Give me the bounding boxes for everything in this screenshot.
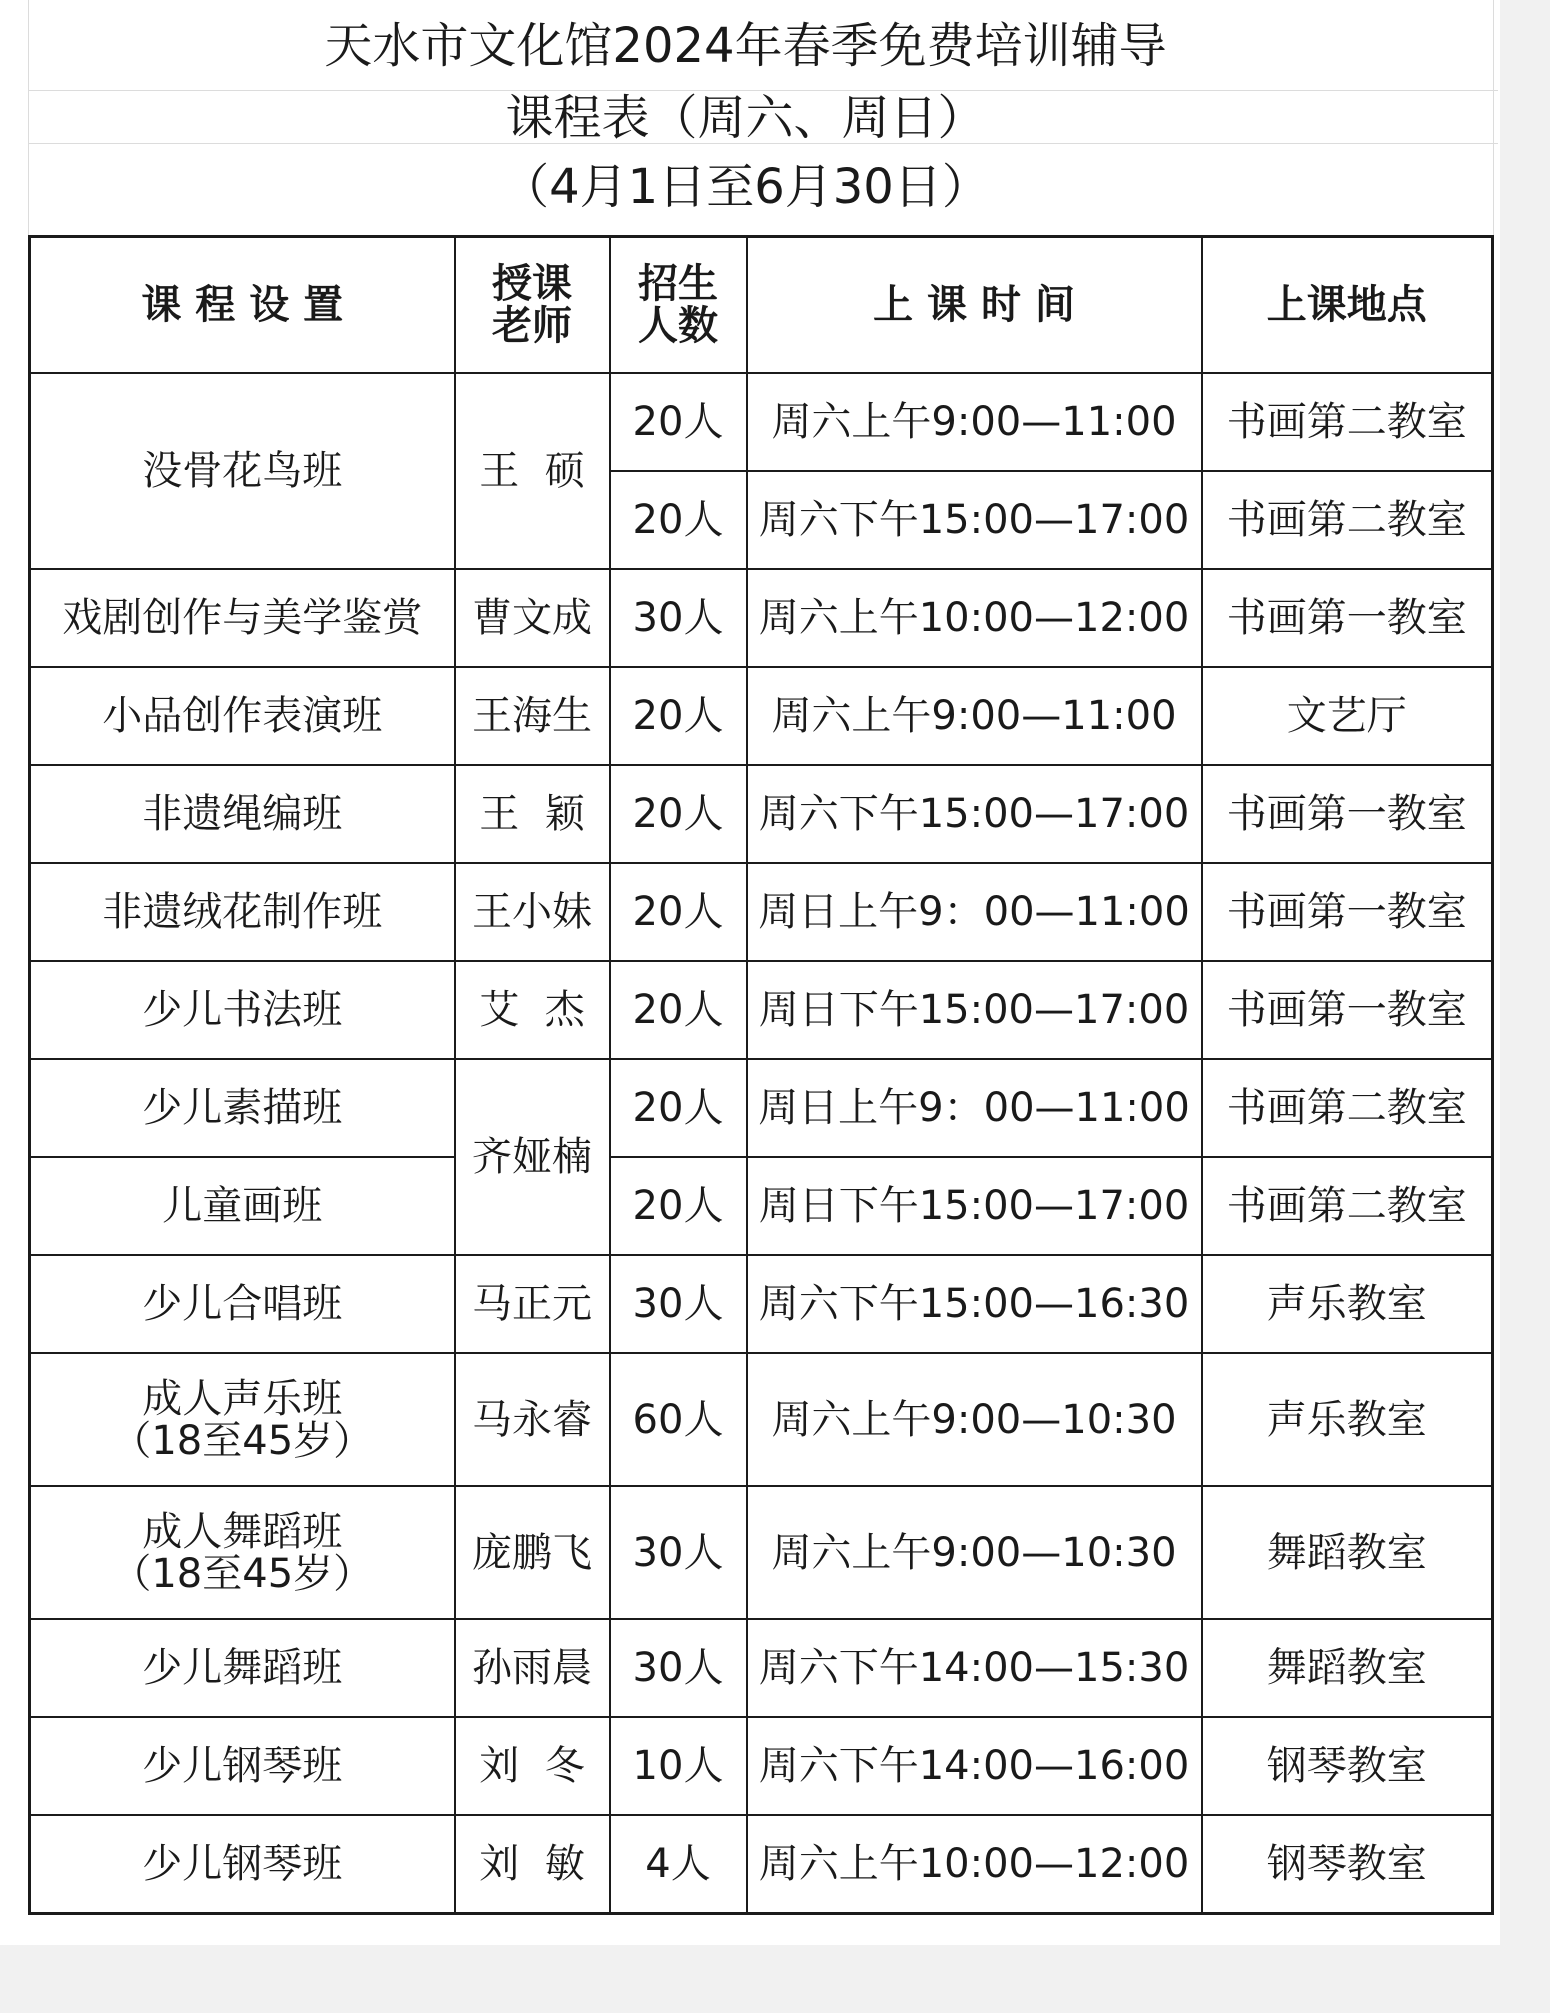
teacher-cell: 庞鹏飞 <box>455 1486 610 1619</box>
teacher-cell: 艾 杰 <box>455 961 610 1059</box>
time-cell: 周六上午9:00—10:30 <box>747 1353 1202 1486</box>
location-cell: 书画第二教室 <box>1202 471 1493 569</box>
time-cell: 周六下午14:00—16:00 <box>747 1717 1202 1815</box>
course-cell: 没骨花鸟班 <box>30 373 455 569</box>
time-cell: 周六下午15:00—17:00 <box>747 471 1202 569</box>
table-row <box>30 373 1493 471</box>
location-cell: 书画第一教室 <box>1202 569 1493 667</box>
course-cell <box>30 1353 455 1486</box>
header-location: 上课地点 <box>1202 237 1493 374</box>
location-cell: 舞蹈教室 <box>1202 1486 1493 1619</box>
course-cell: 戏剧创作与美学鉴赏 <box>30 569 455 667</box>
time-cell: 周日上午9：00—11:00 <box>747 863 1202 961</box>
course-age-range: （18至45岁） <box>111 1550 374 1597</box>
location-cell: 钢琴教室 <box>1202 1815 1493 1914</box>
enrollment-cell: 4人 <box>610 1815 747 1914</box>
header-course: 课 程 设 置 <box>30 237 455 374</box>
table-header-row <box>30 237 1493 374</box>
enrollment-cell: 20人 <box>610 961 747 1059</box>
table-row <box>30 765 1493 863</box>
enrollment-cell: 20人 <box>610 863 747 961</box>
course-schedule-table <box>28 235 1494 1915</box>
enrollment-cell: 20人 <box>610 765 747 863</box>
table-row <box>30 863 1493 961</box>
location-cell: 书画第二教室 <box>1202 1059 1493 1157</box>
course-cell: 少儿舞蹈班 <box>30 1619 455 1717</box>
time-cell: 周日下午15:00—17:00 <box>747 1157 1202 1255</box>
table-row <box>30 1353 1493 1486</box>
teacher-cell: 曹文成 <box>455 569 610 667</box>
time-cell: 周日下午15:00—17:00 <box>747 961 1202 1059</box>
teacher-cell: 齐娅楠 <box>455 1059 610 1255</box>
enrollment-cell: 30人 <box>610 1619 747 1717</box>
time-cell: 周六下午15:00—17:00 <box>747 765 1202 863</box>
table-row <box>30 569 1493 667</box>
time-cell: 周六下午15:00—16:30 <box>747 1255 1202 1353</box>
table-row <box>30 667 1493 765</box>
course-name: 成人舞蹈班 <box>142 1508 343 1555</box>
enrollment-cell: 10人 <box>610 1717 747 1815</box>
location-cell: 书画第二教室 <box>1202 373 1493 471</box>
table-row <box>30 1157 1493 1255</box>
teacher-cell: 王 硕 <box>455 373 610 569</box>
course-cell: 非遗绒花制作班 <box>30 863 455 961</box>
title-line-1: 天水市文化馆2024年春季免费培训辅导 <box>324 18 1167 74</box>
enrollment-cell: 20人 <box>610 667 747 765</box>
teacher-cell: 王小妹 <box>455 863 610 961</box>
header-time: 上 课 时 间 <box>747 237 1202 374</box>
table-row <box>30 1059 1493 1157</box>
teacher-cell: 刘 冬 <box>455 1717 610 1815</box>
course-cell: 小品创作表演班 <box>30 667 455 765</box>
location-cell: 声乐教室 <box>1202 1353 1493 1486</box>
table-row <box>30 1619 1493 1717</box>
teacher-cell: 刘 敏 <box>455 1815 610 1914</box>
location-cell: 钢琴教室 <box>1202 1717 1493 1815</box>
course-cell: 非遗绳编班 <box>30 765 455 863</box>
time-cell: 周六上午9:00—11:00 <box>747 373 1202 471</box>
title-line-3: （4月1日至6月30日） <box>501 159 990 215</box>
table-row <box>30 1815 1493 1914</box>
enrollment-cell: 20人 <box>610 373 747 471</box>
teacher-cell: 王 颖 <box>455 765 610 863</box>
table-row <box>30 1486 1493 1619</box>
course-cell: 儿童画班 <box>30 1157 455 1255</box>
location-cell: 声乐教室 <box>1202 1255 1493 1353</box>
enrollment-cell: 20人 <box>610 471 747 569</box>
location-cell: 文艺厅 <box>1202 667 1493 765</box>
header-enrollment: 招生人数 <box>610 237 747 374</box>
table-row <box>30 961 1493 1059</box>
course-age-range: （18至45岁） <box>111 1417 374 1464</box>
course-cell: 少儿书法班 <box>30 961 455 1059</box>
time-cell: 周六上午9:00—10:30 <box>747 1486 1202 1619</box>
location-cell: 书画第二教室 <box>1202 1157 1493 1255</box>
location-cell: 书画第一教室 <box>1202 863 1493 961</box>
course-cell: 少儿钢琴班 <box>30 1717 455 1815</box>
time-cell: 周六上午10:00—12:00 <box>747 1815 1202 1914</box>
teacher-cell: 马永睿 <box>455 1353 610 1486</box>
teacher-cell: 王海生 <box>455 667 610 765</box>
location-cell: 书画第一教室 <box>1202 961 1493 1059</box>
teacher-cell: 孙雨晨 <box>455 1619 610 1717</box>
table-row <box>30 1717 1493 1815</box>
enrollment-cell: 30人 <box>610 1486 747 1619</box>
course-name: 成人声乐班 <box>142 1375 343 1422</box>
enrollment-cell: 20人 <box>610 1157 747 1255</box>
enrollment-cell: 30人 <box>610 1255 747 1353</box>
header-teacher: 授课老师 <box>455 237 610 374</box>
course-cell <box>30 1486 455 1619</box>
enrollment-cell: 60人 <box>610 1353 747 1486</box>
location-cell: 书画第一教室 <box>1202 765 1493 863</box>
time-cell: 周六上午9:00—11:00 <box>747 667 1202 765</box>
title-line-2: 课程表（周六、周日） <box>505 90 986 146</box>
title-gridline <box>1493 0 1494 235</box>
course-cell: 少儿钢琴班 <box>30 1815 455 1914</box>
enrollment-cell: 30人 <box>610 569 747 667</box>
time-cell: 周六下午14:00—15:30 <box>747 1619 1202 1717</box>
course-cell: 少儿素描班 <box>30 1059 455 1157</box>
teacher-cell: 马正元 <box>455 1255 610 1353</box>
course-cell: 少儿合唱班 <box>30 1255 455 1353</box>
enrollment-cell: 20人 <box>610 1059 747 1157</box>
time-cell: 周日上午9：00—11:00 <box>747 1059 1202 1157</box>
location-cell: 舞蹈教室 <box>1202 1619 1493 1717</box>
table-row <box>30 1255 1493 1353</box>
time-cell: 周六上午10:00—12:00 <box>747 569 1202 667</box>
